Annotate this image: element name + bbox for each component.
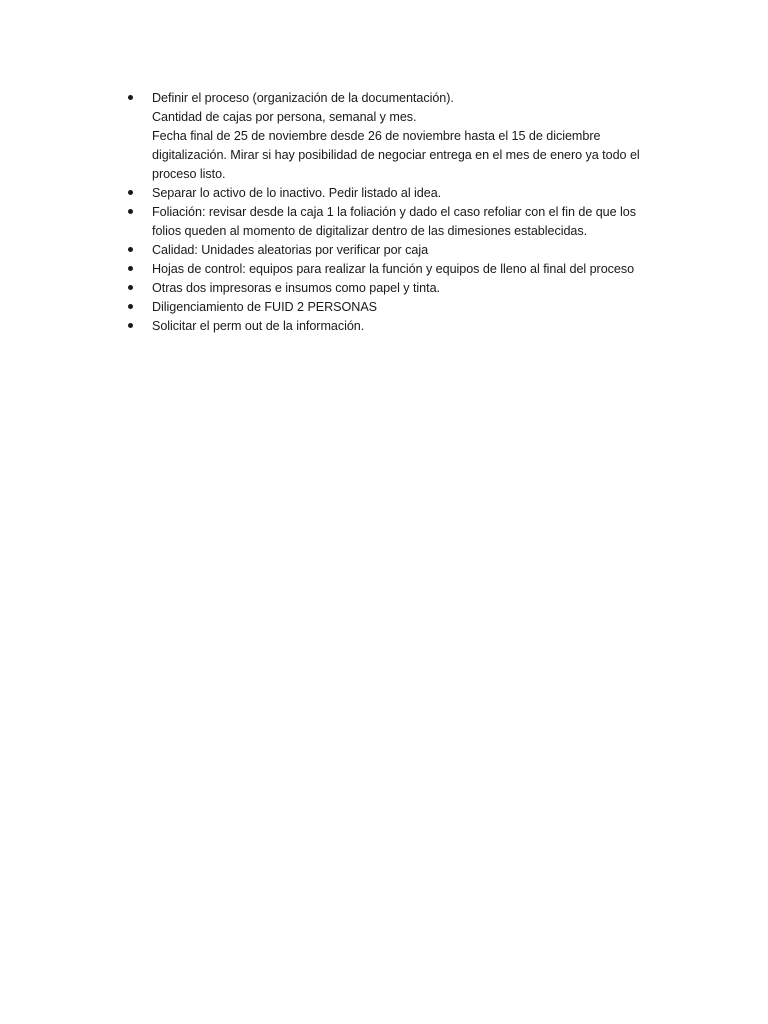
list-item bbox=[127, 298, 657, 317]
list-item-text: Hojas de control: equipos para realizar la función y equipos de lleno al final del proceso bbox=[152, 262, 635, 276]
bullet-icon bbox=[127, 279, 137, 298]
list-item-text: proceso listo. bbox=[152, 167, 226, 181]
list-item-text: Separar lo activo de lo inactivo. Pedir listado al idea. bbox=[152, 186, 442, 200]
list-item bbox=[127, 203, 657, 241]
bullet-icon bbox=[127, 89, 137, 108]
list-item-text: Fecha final de 25 de noviembre desde 26 de noviembre hasta el 15 de diciembre bbox=[152, 129, 601, 143]
list-item bbox=[127, 279, 657, 298]
list-item-text: folios queden al momento de digitalizar dentro de las dimesiones establecidas. bbox=[152, 224, 588, 238]
list-item bbox=[127, 89, 657, 184]
bullet-icon bbox=[127, 298, 137, 317]
bullet-list bbox=[127, 89, 657, 336]
list-item-text: Otras dos impresoras e insumos como papel y tinta. bbox=[152, 281, 440, 295]
list-item-text: Cantidad de cajas por persona, semanal y mes. bbox=[152, 110, 417, 124]
list-item bbox=[127, 260, 657, 279]
list-item-text: Calidad: Unidades aleatorias por verificar por caja bbox=[152, 243, 429, 257]
bullet-icon bbox=[127, 260, 137, 279]
list-item-text: Solicitar el perm out de la información. bbox=[152, 319, 365, 333]
list-item-text: Definir el proceso (organización de la documentación). bbox=[152, 91, 454, 105]
bullet-icon bbox=[127, 203, 137, 222]
list-item-text: Diligenciamiento de FUID 2 PERSONAS bbox=[152, 300, 378, 314]
bullet-icon bbox=[127, 317, 137, 336]
list-item-text: Foliación: revisar desde la caja 1 la foliación y dado el caso refoliar con el fin de que los bbox=[152, 205, 636, 219]
list-item bbox=[127, 241, 657, 260]
bullet-icon bbox=[127, 241, 137, 260]
list-item bbox=[127, 317, 657, 336]
document-body bbox=[127, 89, 657, 336]
list-item bbox=[127, 184, 657, 203]
bullet-icon bbox=[127, 184, 137, 203]
list-item-text: digitalización. Mirar si hay posibilidad de negociar entrega en el mes de enero ya todo el bbox=[152, 148, 640, 162]
